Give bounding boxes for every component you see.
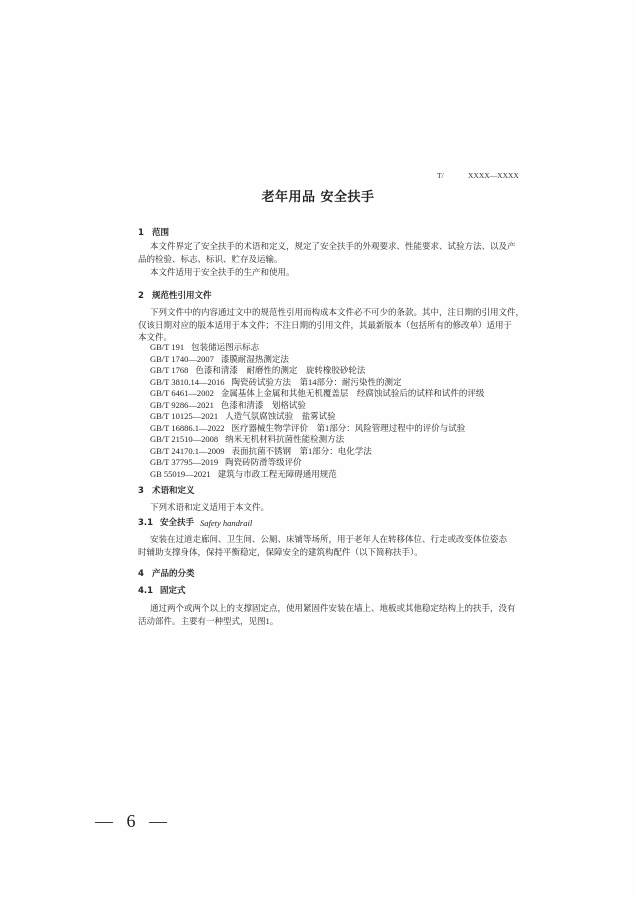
reference-code: GB/T 1768 (150, 365, 189, 375)
reference-code: GB/T 24170.1—2009 (150, 445, 225, 456)
reference-entry (150, 422, 465, 434)
sec3-intro: 下列术语和定义适用于本文件。 (150, 502, 270, 512)
reference-title: 色漆和清漆 划格试验 (220, 399, 306, 410)
sec1-heading: 范围 (152, 228, 170, 238)
sec3-heading: 术语和定义 (152, 486, 195, 496)
reference-code: GB/T 37795—2019 (150, 457, 219, 467)
reference-title: 金属基体上金属和其他无机覆盖层 经腐蚀试验后的试样和试件的评级 (220, 388, 485, 398)
term-definition-line: 安装在过道走廊间、卫生间、公厕、床铺等场所，用于老年人在转移体位、行走或改变体位姿态 (150, 534, 508, 544)
reference-entry (150, 364, 365, 376)
reference-code: GB/T 9286—2021 (150, 399, 214, 410)
reference-title: 纳米无机材料抗菌性能检测方法 (225, 434, 345, 444)
reference-entry (150, 376, 401, 388)
reference-title: 漆膜耐湿热测定法 (220, 353, 289, 364)
reference-code: GB/T 1740—2007 (150, 353, 214, 364)
reference-code: GB/T 6461—2002 (150, 388, 214, 398)
reference-entry (150, 468, 337, 480)
reference-entry (150, 341, 259, 353)
reference-title: 人造气氛腐蚀试验 盐雾试验 (225, 411, 336, 421)
reference-entry (150, 353, 289, 365)
sec2-line: 本文件。 (138, 332, 173, 342)
reference-title: 医疗器械生物学评价 第1部分：风险管理过程中的评价与试验 (231, 422, 466, 433)
sec3-number: 3 (138, 486, 144, 496)
term-english: Safety handrail (200, 518, 253, 528)
reference-entry (150, 387, 484, 399)
sec2-line: 下列文件中的内容通过文中的规范性引用而构成本文件必不可少的条款。其中，注日期的引用文件， (150, 307, 525, 317)
sec1-line: 本文件适用于安全扶手的生产和使用。 (150, 267, 295, 277)
sec1-number: 1 (138, 228, 144, 238)
sec4-number: 4 (138, 569, 144, 579)
reference-title: 陶瓷砖防滑等级评价 (225, 457, 302, 467)
doc-code-prefix: T/ (437, 171, 444, 180)
term-definition-line: 时辅助支撑身体，保持平衡稳定，保障安全的建筑构配件（以下简称扶手）。 (138, 547, 423, 557)
term-chinese: 安全扶手 (160, 518, 195, 528)
reference-code: GB/T 21510—2008 (150, 434, 219, 444)
reference-title: 包装储运图示标志 (191, 342, 260, 352)
subsection-number: 4.1 (138, 586, 154, 596)
sec4-line: 活动部件。主要有一种型式，见图1。 (138, 616, 279, 626)
reference-code: GB/T 191 (150, 342, 185, 352)
sec2-heading: 规范性引用文件 (152, 291, 212, 301)
reference-code: GB/T 3810.14—2016 (150, 376, 225, 387)
sec2-number: 2 (138, 291, 144, 301)
doc-code-number: XXXX—XXXX (468, 171, 519, 180)
sec1-line: 本文件界定了安全扶手的术语和定义，规定了安全扶手的外观要求、性能要求、试验方法、以及产 (150, 241, 516, 251)
reference-code: GB/T 10125—2021 (150, 411, 219, 421)
sec4-heading: 产品的分类 (152, 569, 195, 579)
page-number: — 6 — (95, 811, 167, 831)
reference-title: 陶瓷砖试验方法 第14部分：耐污染性的测定 (231, 376, 402, 387)
subsection-heading: 固定式 (160, 586, 186, 596)
sec2-line: 仅该日期对应的版本适用于本文件；不注日期的引用文件，其最新版本（包括所有的修改单）适用于 (138, 320, 513, 330)
reference-entry (150, 410, 336, 422)
reference-entry (150, 456, 302, 468)
reference-entry (150, 433, 344, 445)
reference-entry (150, 399, 306, 411)
reference-code: GB/T 16886.1—2022 (150, 422, 225, 433)
reference-title: 色漆和清漆 耐磨性的测定 旋转橡胶砂轮法 (195, 365, 366, 375)
reference-entry (150, 445, 372, 457)
sec1-line: 品的检验、标志、标识、贮存及运输。 (138, 254, 283, 264)
reference-title: 表面抗菌不锈钢 第1部分：电化学法 (231, 445, 372, 456)
sec4-line: 通过两个或两个以上的支撑固定点，使用紧固件安装在墙上、地板或其他稳定结构上的扶手，没有 (150, 603, 516, 613)
document-title: 老年用品 安全扶手 (261, 190, 375, 205)
reference-code: GB 55019—2021 (150, 468, 211, 479)
reference-title: 建筑与市政工程无障碍通用规范 (217, 468, 337, 479)
term-number: 3.1 (138, 518, 154, 528)
